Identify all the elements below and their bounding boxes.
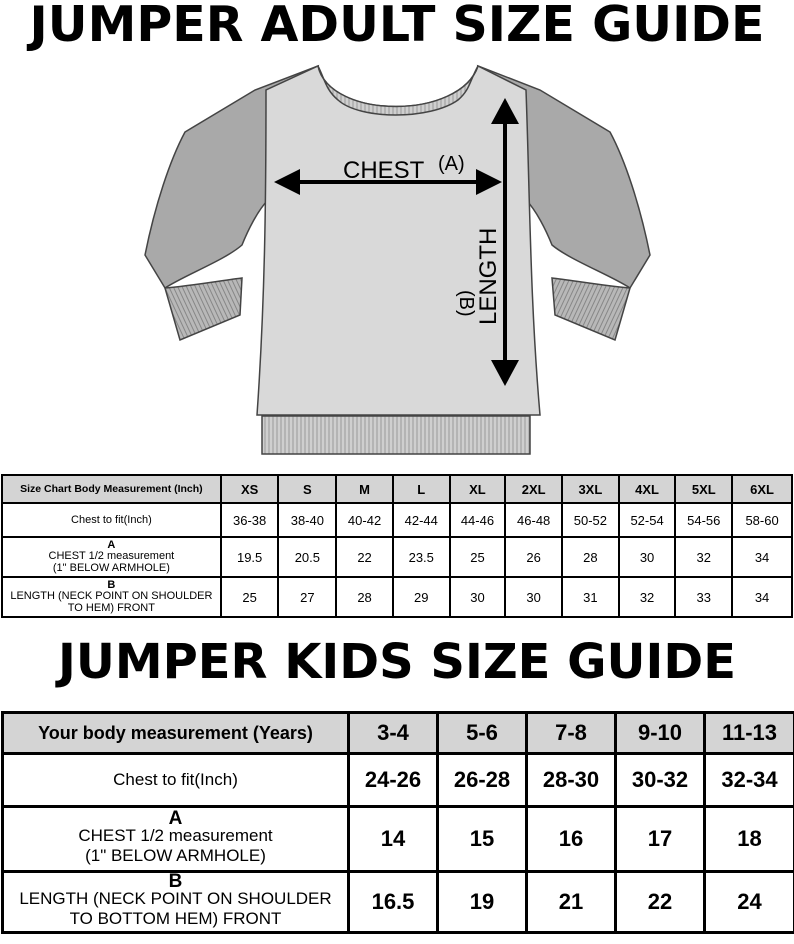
row-label-subtext: TO HEM) FRONT xyxy=(67,601,155,614)
chest-letter: (A) xyxy=(438,153,465,175)
row-label xyxy=(3,754,349,807)
adult-size-header: 2XL xyxy=(505,475,562,503)
table-cell: 30 xyxy=(505,577,562,617)
row-label-text: LENGTH (NECK POINT ON SHOULDER xyxy=(19,889,332,908)
kids-size-guide-title: JUMPER KIDS SIZE GUIDE xyxy=(57,634,737,690)
table-cell: 40-42 xyxy=(336,503,393,537)
table-cell: 27 xyxy=(278,577,336,617)
table-cell: 28 xyxy=(562,537,619,577)
adult-header-row xyxy=(2,475,792,503)
table-cell: 30 xyxy=(619,537,676,577)
row-label-subtext: (1" BELOW ARMHOLE) xyxy=(52,561,170,574)
table-cell: 23.5 xyxy=(393,537,450,577)
table-cell: 25 xyxy=(450,537,506,577)
kids-size-table xyxy=(1,711,794,934)
adult-row-length xyxy=(2,577,792,617)
table-cell: 46-48 xyxy=(505,503,562,537)
adult-size-header: XS xyxy=(221,475,279,503)
left-cuff xyxy=(165,278,242,340)
row-label xyxy=(2,537,221,577)
hem-band xyxy=(262,416,530,454)
table-cell: 28 xyxy=(336,577,393,617)
table-cell: 22 xyxy=(616,872,705,933)
table-cell: 17 xyxy=(616,807,705,872)
adult-row-chest-half xyxy=(2,537,792,577)
row-label-subtext: TO BOTTOM HEM) FRONT xyxy=(69,909,282,928)
table-cell: 19.5 xyxy=(221,537,279,577)
right-cuff xyxy=(552,278,630,340)
table-cell: 50-52 xyxy=(562,503,619,537)
table-cell: 24-26 xyxy=(349,754,438,807)
table-cell: 33 xyxy=(675,577,732,617)
table-cell: 30-32 xyxy=(616,754,705,807)
row-letter: B xyxy=(107,578,116,591)
adult-size-header: L xyxy=(393,475,450,503)
table-cell: 36-38 xyxy=(221,503,279,537)
adult-size-header: 4XL xyxy=(619,475,676,503)
adult-size-header: S xyxy=(278,475,336,503)
table-cell: 16.5 xyxy=(349,872,438,933)
table-cell: 21 xyxy=(527,872,616,933)
table-cell: 26-28 xyxy=(438,754,527,807)
table-cell: 20.5 xyxy=(278,537,336,577)
row-label-text: CHEST 1/2 measurement xyxy=(48,549,175,562)
table-cell: 18 xyxy=(705,807,794,872)
table-cell: 38-40 xyxy=(278,503,336,537)
adult-size-header: 3XL xyxy=(562,475,619,503)
adult-size-header: 6XL xyxy=(732,475,792,503)
kids-row-chest-to-fit xyxy=(3,754,794,807)
row-letter: A xyxy=(168,808,183,829)
table-cell: 16 xyxy=(527,807,616,872)
kids-row-chest-half xyxy=(3,807,794,872)
table-cell: 14 xyxy=(349,807,438,872)
kids-size-header: 3-4 xyxy=(349,713,438,754)
adult-header-label: Size Chart Body Measurement (Inch) xyxy=(2,475,221,503)
adult-size-header: M xyxy=(336,475,393,503)
adult-size-table xyxy=(1,474,793,618)
kids-size-header: 11-13 xyxy=(705,713,794,754)
table-cell: 24 xyxy=(705,872,794,933)
kids-size-header: 7-8 xyxy=(527,713,616,754)
adult-size-header: 5XL xyxy=(675,475,732,503)
row-label-subtext: (1" BELOW ARMHOLE) xyxy=(85,846,266,865)
kids-size-header: 5-6 xyxy=(438,713,527,754)
chest-label: CHEST xyxy=(343,157,425,184)
table-cell: 26 xyxy=(505,537,562,577)
row-label-text: Chest to fit(Inch) xyxy=(71,514,152,526)
row-label xyxy=(2,577,221,617)
table-cell: 19 xyxy=(438,872,527,933)
table-cell: 15 xyxy=(438,807,527,872)
table-cell: 31 xyxy=(562,577,619,617)
length-label: LENGTH xyxy=(475,227,502,325)
table-cell: 32-34 xyxy=(705,754,794,807)
adult-size-header: XL xyxy=(450,475,506,503)
table-cell: 32 xyxy=(619,577,676,617)
kids-size-header: 9-10 xyxy=(616,713,705,754)
table-cell: 34 xyxy=(732,537,792,577)
kids-row-length xyxy=(3,872,794,933)
row-label-text: CHEST 1/2 measurement xyxy=(78,826,273,845)
table-cell: 52-54 xyxy=(619,503,676,537)
row-label xyxy=(3,872,349,933)
adult-row-chest-to-fit xyxy=(2,503,792,537)
table-cell: 22 xyxy=(336,537,393,577)
row-label-text: Chest to fit(Inch) xyxy=(113,770,238,789)
row-label-text: LENGTH (NECK POINT ON SHOULDER xyxy=(10,589,213,602)
adult-size-guide-title: JUMPER ADULT SIZE GUIDE xyxy=(29,0,765,53)
table-cell: 28-30 xyxy=(527,754,616,807)
kids-header-label: Your body measurement (Years) xyxy=(3,713,349,754)
jumper-illustration xyxy=(0,50,794,460)
row-letter: A xyxy=(107,538,116,551)
table-cell: 32 xyxy=(675,537,732,577)
table-cell: 34 xyxy=(732,577,792,617)
table-cell: 30 xyxy=(450,577,506,617)
table-cell: 54-56 xyxy=(675,503,732,537)
table-cell: 42-44 xyxy=(393,503,450,537)
table-cell: 29 xyxy=(393,577,450,617)
row-letter: B xyxy=(168,871,183,892)
length-letter: (B) xyxy=(455,290,477,317)
row-label xyxy=(2,503,221,537)
table-cell: 25 xyxy=(221,577,279,617)
table-cell: 58-60 xyxy=(732,503,792,537)
kids-header-row xyxy=(3,713,794,754)
table-cell: 44-46 xyxy=(450,503,506,537)
row-label xyxy=(3,807,349,872)
